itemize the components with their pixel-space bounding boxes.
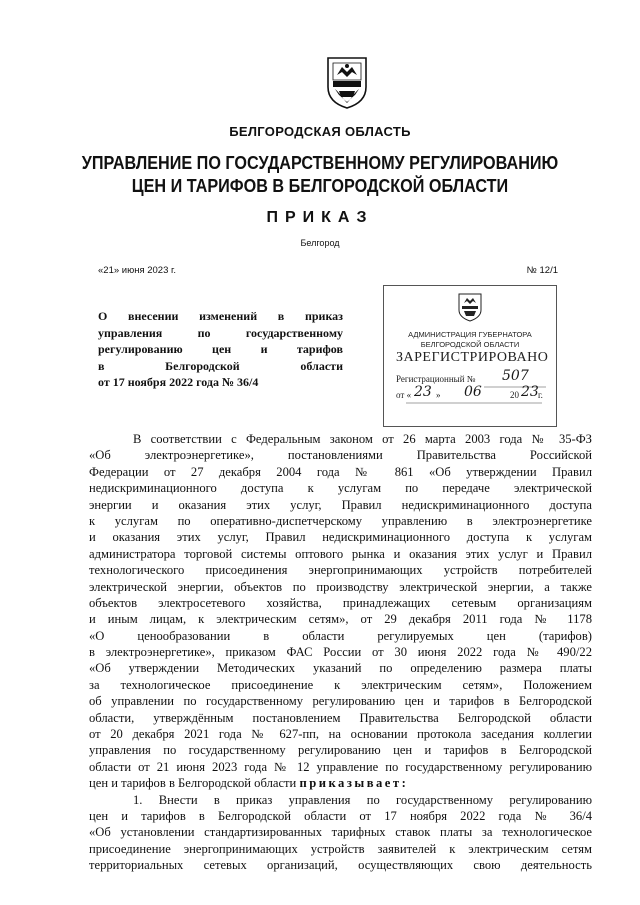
organization-name (32, 152, 608, 198)
body-line: энергии и оказания этих услуг, Правил недискриминационного доступа (89, 497, 592, 512)
subject-line: в Белгородской области (98, 358, 343, 373)
body-line: Федерации от 27 декабря 2004 года № 861 «Об утверждении Правил (89, 464, 592, 479)
body-line: объектов электросетевого хозяйства, принадлежащих сетевым организациям (89, 595, 592, 610)
body-line: электрической энергии, объектов по производству электрической энергии, а также (89, 579, 592, 594)
document-type: ПРИКАЗ (266, 209, 374, 226)
subject-line: регулированию цен и тарифов (98, 342, 343, 356)
stamp-reg-number: 507 (502, 368, 529, 384)
stamp-org-line: БЕЛГОРОДСКОЙ ОБЛАСТИ (420, 340, 520, 349)
stamp-emblem-icon (457, 292, 483, 322)
region-name: БЕЛГОРОДСКАЯ ОБЛАСТЬ (229, 124, 411, 139)
item-line: 1. Внести в приказ управления по государственному регулированию (133, 792, 592, 807)
body-line-final (89, 775, 592, 791)
organization-line: ЦЕН И ТАРИФОВ В БЕЛГОРОДСКОЙ ОБЛАСТИ (131, 176, 509, 196)
body-line: к услугам по оперативно-диспетчерскому управлению в электроэнергетике (89, 513, 592, 528)
body-line: об управлении по государственному регулированию цен и тарифов в Белгородской (89, 694, 592, 709)
item-line: цен и тарифов в Белгородской области от 17 ноября 2022 года № 36/4 (89, 808, 592, 823)
document-subject (98, 308, 343, 391)
document-date: «21» июня 2023 г. (98, 265, 176, 276)
body-line: области, утверждённым постановлением Правительства Белгородской области (89, 710, 592, 725)
document-body (89, 431, 592, 874)
order-keyword: приказывает: (299, 776, 409, 791)
body-line: «О ценообразовании в области регулируемых цен (тарифов) (89, 628, 592, 643)
document-number: № 12/1 (526, 265, 558, 276)
stamp-year-prefix: 20 (510, 390, 519, 400)
body-line: за технологическое присоединение к электрическим сетям», Положением (89, 677, 592, 692)
body-line: недискриминационного доступа к услугам по передаче электрической (89, 481, 592, 496)
city: Белгород (300, 238, 340, 248)
stamp-year-suffix: 23 (521, 384, 539, 400)
stamp-quote: » (436, 390, 441, 400)
item-line: «Об установлении стандартизированных тарифных ставок платы за технологическое (89, 825, 592, 840)
body-line: «Об электроэнергетике», постановлениями Правительства Российской (89, 448, 592, 463)
stamp-from-label: от « (396, 390, 412, 400)
stamp-reg-label: Регистрационный № (396, 374, 476, 384)
organization-line: УПРАВЛЕНИЕ ПО ГОСУДАРСТВЕННОМУ РЕГУЛИРОВАНИЮ (81, 153, 559, 173)
body-line: в электроэнергетике», приказом ФАС России от 30 июня 2022 года № 490/22 (89, 645, 592, 660)
stamp-day: 23 (414, 384, 432, 400)
body-line: и оказания этих услуг, Правил недискриминационного доступа к услугам (89, 530, 592, 545)
body-line: администратора торговой системы оптового рынка и оказания этих услуг и Правил (89, 546, 592, 561)
body-line: В соответствии с Федеральным законом от 26 марта 2003 года № 35-ФЗ (133, 432, 592, 446)
stamp-org-line: АДМИНИСТРАЦИЯ ГУБЕРНАТОРА (408, 330, 532, 339)
stamp-year-end: г. (538, 390, 543, 400)
subject-line: О внесении изменений в приказ (98, 309, 343, 323)
body-line: управления по государственному регулированию цен и тарифов в Белгородской (89, 743, 592, 758)
body-line: области от 21 июня 2023 года № 12 управление по государственному регулированию (89, 759, 592, 774)
subject-line: управления по государственному (98, 325, 343, 340)
body-line: от 20 декабря 2021 года № 627-пп, на основании протокола заседания коллегии (89, 727, 592, 742)
body-line: технологического присоединения энергопринимающих устройств потребителей (89, 563, 592, 578)
body-line: и иным лицам, к электрическим сетям», от 29 декабря 2011 года № 1178 (89, 612, 592, 627)
stamp-month: 06 (464, 384, 482, 400)
coat-of-arms-icon (325, 55, 369, 109)
item-line: территориальных сетевых организаций, осуществляющих свою деятельность (89, 858, 592, 873)
stamp-registered: ЗАРЕГИСТРИРОВАНО (396, 350, 549, 365)
body-line: «Об утверждении Методических указаний по определению размера платы (89, 661, 592, 676)
registration-stamp (383, 285, 557, 427)
item-line: присоединение энергопринимающих устройств заявителей к электрическим сетям (89, 841, 592, 856)
body-last-text: цен и тарифов в Белгородской области (89, 776, 297, 791)
stamp-date-underline (406, 402, 542, 405)
subject-line: от 17 ноября 2022 года № 36/4 (98, 375, 259, 389)
